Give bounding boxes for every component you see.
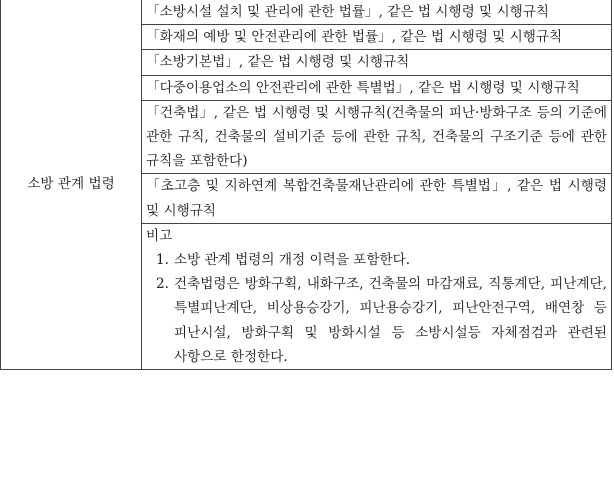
law-row-framework-act: 「소방기본법」, 같은 법 시행령 및 시행규칙 [142, 50, 612, 75]
note-number: 2. [156, 276, 169, 293]
note-number: 1. [156, 252, 169, 269]
law-row-fire-facilities-act: 「소방시설 설치 및 관리에 관한 법률」, 같은 법 시행령 및 시행규칙 [142, 0, 612, 25]
law-row-multi-use-business-act: 「다중이용업소의 안전관리에 관한 특별법」, 같은 법 시행령 및 시행규칙 [142, 75, 612, 100]
notes-title: 비고 [146, 227, 173, 244]
label-cell-fire-laws: 소방 관계 법령 [1, 0, 142, 370]
table-row [1, 0, 612, 25]
note-text: 소방 관계 법령의 개정 이력을 포함한다. [174, 252, 411, 269]
law-row-fire-prevention-act: 「화재의 예방 및 안전관리에 관한 법률」, 같은 법 시행령 및 시행규칙 [142, 25, 612, 50]
note-text: 건축법령은 방화구획, 내화구조, 건축물의 마감재료, 직통계단, 피난계단, 특별피난계단, 비상용승강기, 피난용승강기, 피난안전구역, 배연창 등 피난시설, 방화구획 및 방화시설 등 소방시설등 자체점검과 관련된 사항으로 한정한다. [174, 276, 607, 365]
note-item-1 [146, 248, 607, 272]
notes-cell [142, 223, 612, 369]
law-row-building-act: 「건축법」, 같은 법 시행령 및 시행규칙(건축물의 피난·방화구조 등의 기준에 관한 규칙, 건축물의 설비기준 등에 관한 규칙, 건축물의 구조기준 등에 관한 규칙을 포함한다) [142, 100, 612, 174]
note-item-2 [146, 272, 607, 369]
law-row-high-rise-act: 「초고층 및 지하연계 복합건축물재난관리에 관한 특별법」, 같은 법 시행령 및 시행규칙 [142, 174, 612, 223]
